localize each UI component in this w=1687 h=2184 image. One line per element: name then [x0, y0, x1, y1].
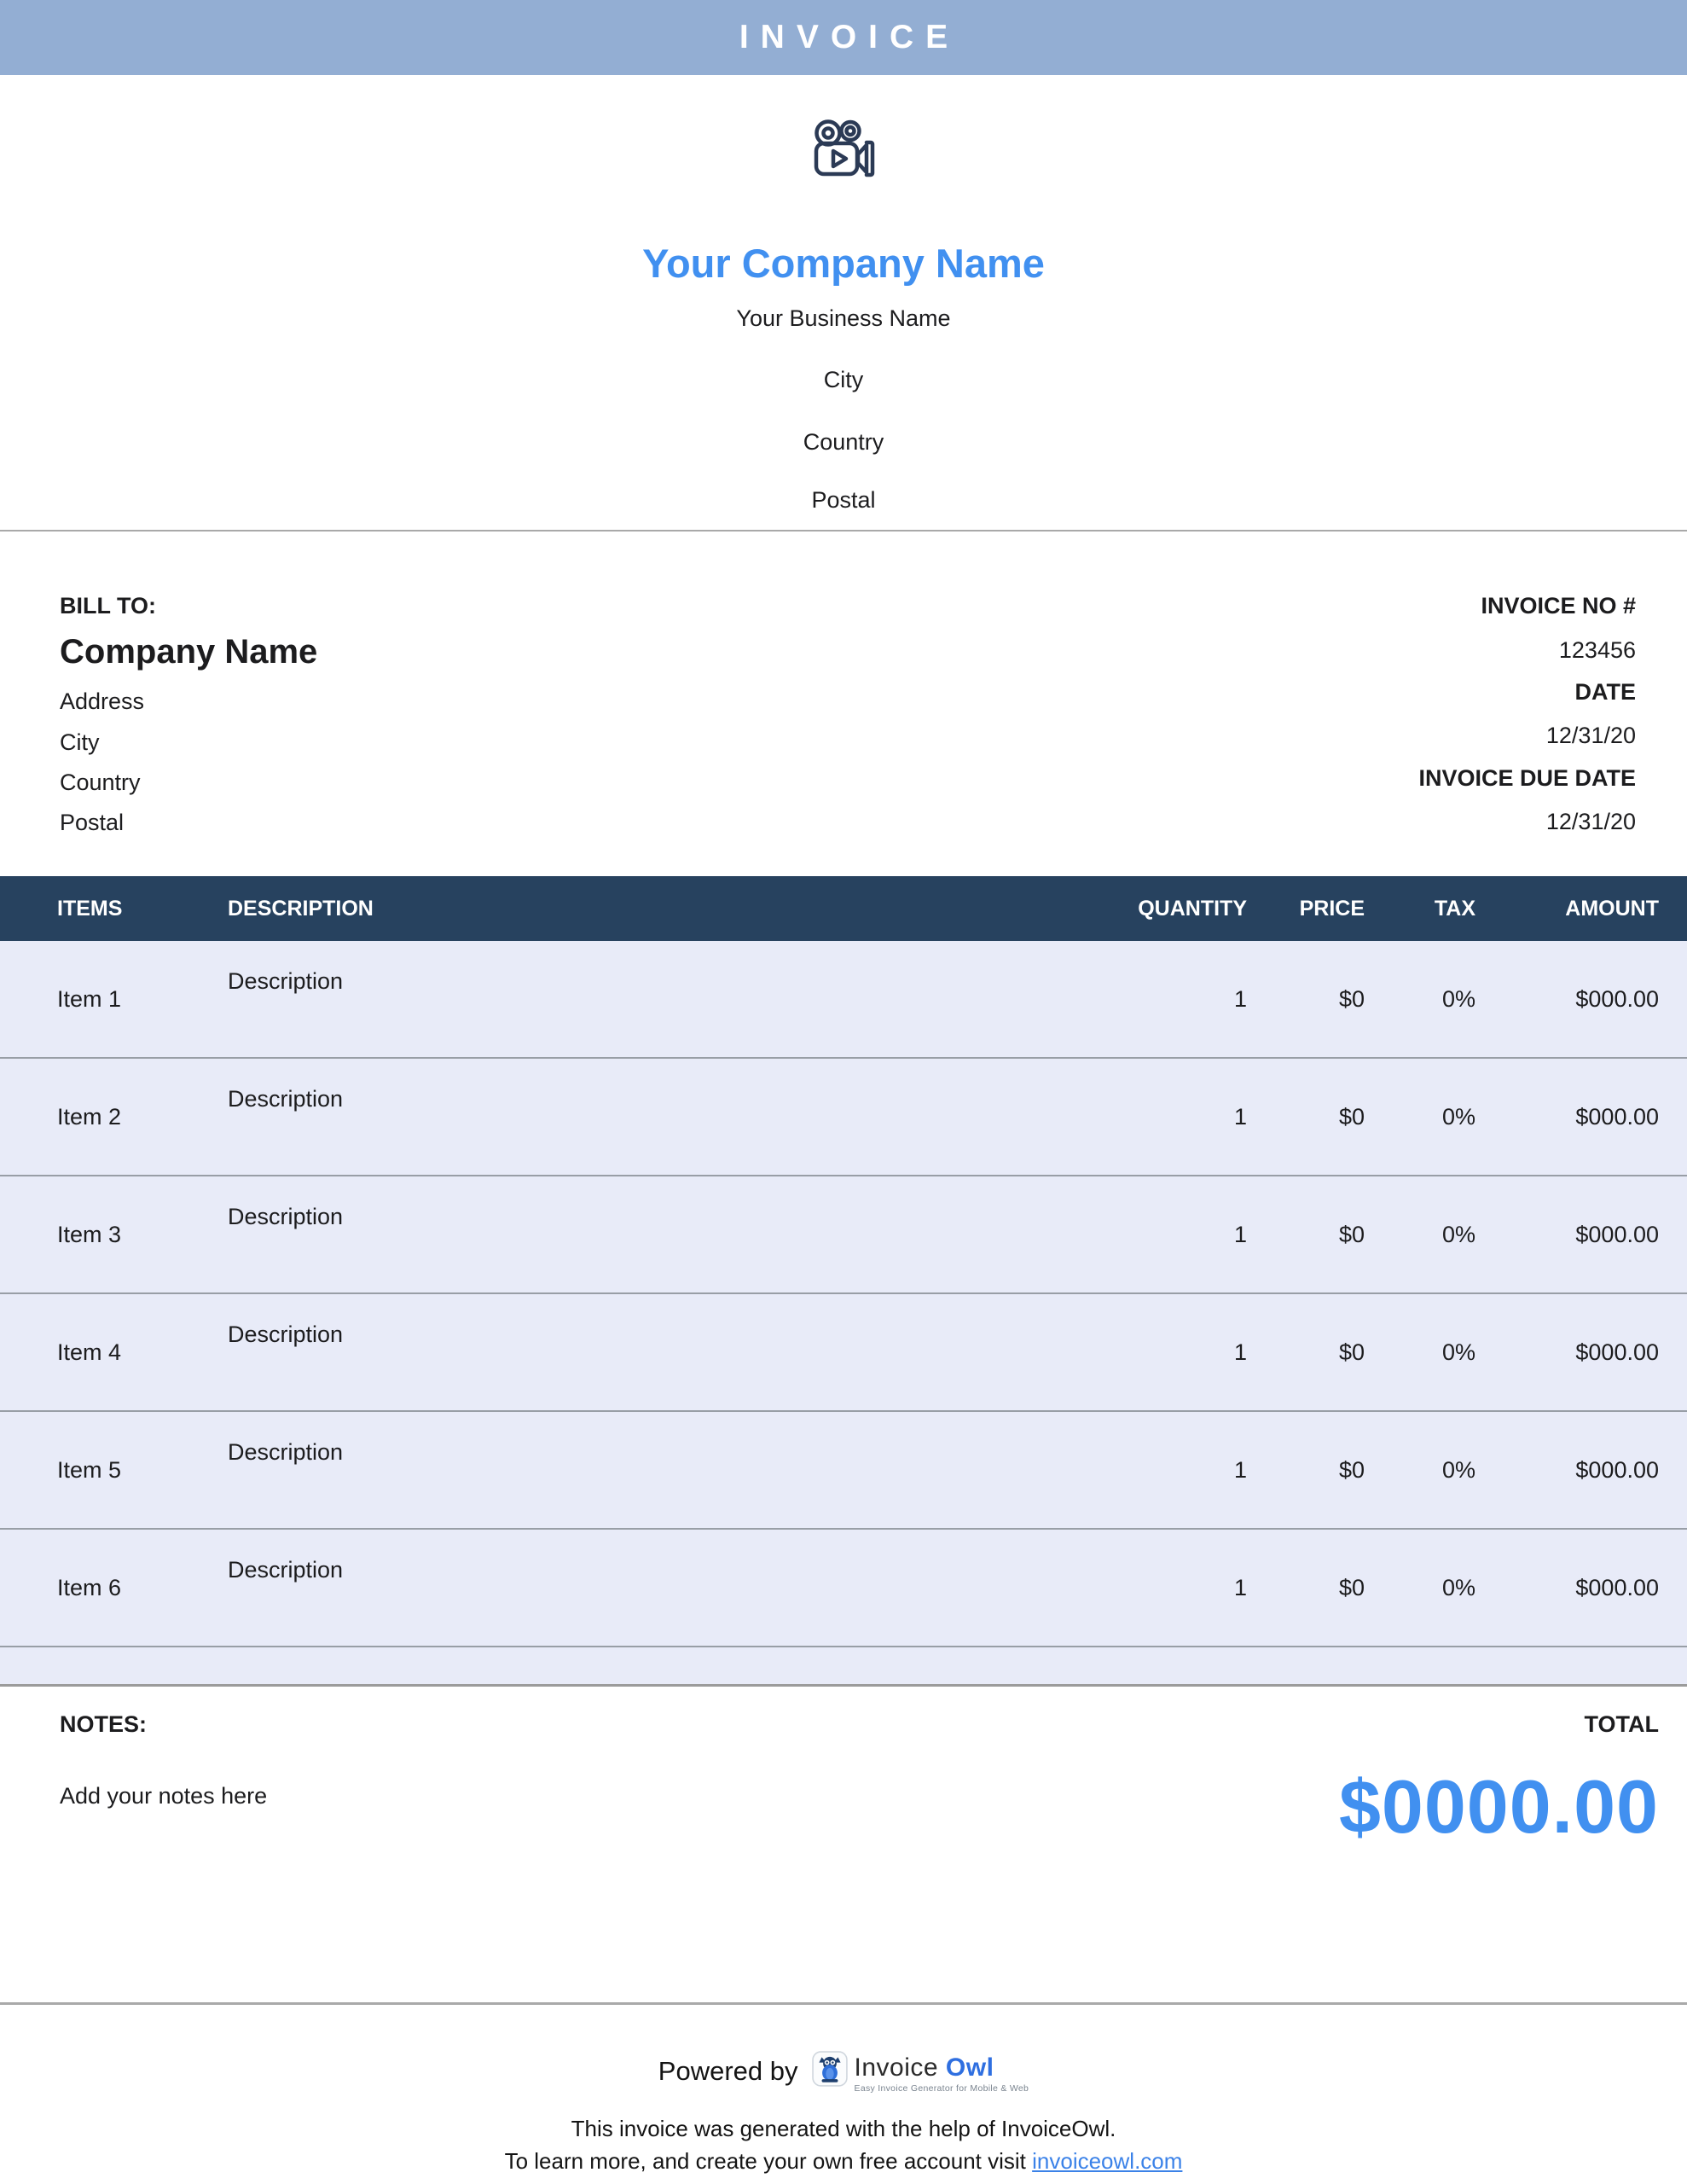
row-description: Description: [228, 1085, 344, 1112]
row-item: Item 2: [57, 1103, 122, 1130]
table-row: [0, 1294, 1687, 1412]
row-description: Description: [228, 1203, 344, 1229]
row-tax: 0%: [1441, 1456, 1475, 1483]
row-amount: $000.00: [1575, 1221, 1659, 1247]
header-items: ITEMS: [57, 896, 123, 921]
header-amount: AMOUNT: [1565, 896, 1659, 921]
row-tax: 0%: [1441, 985, 1475, 1012]
invoice-no-value: 123456: [1558, 637, 1636, 663]
row-description: Description: [228, 1438, 344, 1465]
footer-generated-text: This invoice was generated with the help of InvoiceOwl.: [571, 2116, 1116, 2141]
row-quantity: 1: [1233, 1456, 1247, 1483]
row-tax: 0%: [1441, 1221, 1475, 1247]
row-quantity: 1: [1233, 1574, 1247, 1600]
notes-block: [60, 1711, 267, 1850]
row-tax: 0%: [1441, 1574, 1475, 1600]
table-row: [0, 1412, 1687, 1530]
invoice-meta-block: [1418, 592, 1636, 836]
summary-section: [0, 1711, 1687, 1850]
powered-by-row: [0, 2046, 1687, 2097]
company-header: [0, 75, 1687, 514]
billing-section: [0, 592, 1687, 836]
footer-divider: [0, 2002, 1687, 2005]
row-quantity: 1: [1233, 1221, 1247, 1247]
header-divider: [0, 530, 1687, 531]
invoiceowl-link[interactable]: invoiceowl.com: [1032, 2148, 1183, 2174]
row-item: Item 3: [57, 1221, 122, 1247]
company-business-name: Your Business Name: [736, 305, 951, 331]
header-quantity: QUANTITY: [1138, 896, 1247, 921]
brand-owl-text: Owl: [945, 2053, 994, 2082]
row-description: Description: [228, 1556, 344, 1583]
company-name: Your Company Name: [642, 241, 1045, 286]
items-table: [0, 876, 1687, 1687]
row-tax: 0%: [1441, 1339, 1475, 1365]
items-table-header: [0, 876, 1687, 941]
bill-to-block: [60, 592, 317, 836]
bill-to-country: Country: [60, 770, 141, 795]
company-city: City: [823, 367, 864, 392]
header-description: DESCRIPTION: [228, 896, 374, 921]
row-price: $0: [1338, 1103, 1365, 1130]
footer-learn-more-text: [0, 2148, 1687, 2175]
row-amount: $000.00: [1575, 985, 1659, 1012]
row-price: $0: [1338, 1574, 1365, 1600]
table-row: [0, 941, 1687, 1059]
notes-text: Add your notes here: [60, 1783, 268, 1809]
total-block: [1339, 1711, 1659, 1850]
row-price: $0: [1338, 1221, 1365, 1247]
bill-to-address: Address: [60, 688, 145, 714]
row-price: $0: [1338, 1456, 1365, 1483]
table-bottom-padding: [0, 1647, 1687, 1687]
row-description: Description: [228, 1321, 344, 1347]
row-amount: $000.00: [1575, 1456, 1659, 1483]
notes-label: NOTES:: [60, 1711, 148, 1737]
brand-invoice-text: Invoice: [854, 2053, 939, 2082]
row-item: Item 6: [57, 1574, 122, 1600]
row-amount: $000.00: [1575, 1574, 1659, 1600]
owl-logo-icon: [812, 2050, 848, 2092]
bill-to-city: City: [60, 729, 100, 755]
footer-learn-more-prefix: To learn more, and create your own free account visit: [504, 2148, 1026, 2174]
row-item: Item 5: [57, 1456, 122, 1483]
company-postal: Postal: [811, 487, 876, 513]
brand-tagline: Easy Invoice Generator for Mobile & Web: [854, 2082, 1029, 2094]
video-camera-icon: [810, 119, 877, 181]
bill-to-postal: Postal: [60, 810, 125, 835]
bill-to-company-name: Company Name: [60, 633, 318, 671]
invoice-date-value: 12/31/20: [1545, 723, 1636, 748]
row-quantity: 1: [1233, 1103, 1247, 1130]
row-amount: $000.00: [1575, 1339, 1659, 1365]
bill-to-label: BILL TO:: [60, 593, 156, 619]
row-amount: $000.00: [1575, 1103, 1659, 1130]
table-row: [0, 1176, 1687, 1294]
row-quantity: 1: [1233, 985, 1247, 1012]
invoice-date-label: DATE: [1574, 679, 1636, 705]
invoiceowl-logo: [812, 2050, 1029, 2094]
invoiceowl-wordmark: [855, 2050, 1029, 2094]
row-item: Item 4: [57, 1339, 122, 1365]
row-item: Item 1: [57, 985, 122, 1012]
invoice-due-date-label: INVOICE DUE DATE: [1418, 765, 1636, 791]
powered-by-label: Powered by: [658, 2056, 798, 2086]
invoice-banner-title: INVOICE: [739, 19, 960, 55]
footer: [0, 2046, 1687, 2175]
invoice-banner: [0, 0, 1687, 75]
row-price: $0: [1338, 1339, 1365, 1365]
row-quantity: 1: [1233, 1339, 1247, 1365]
row-description: Description: [228, 967, 344, 994]
table-row: [0, 1530, 1687, 1647]
invoice-no-label: INVOICE NO #: [1481, 593, 1636, 619]
row-price: $0: [1338, 985, 1365, 1012]
row-tax: 0%: [1441, 1103, 1475, 1130]
header-price: PRICE: [1299, 896, 1365, 921]
total-label: TOTAL: [1584, 1711, 1659, 1737]
header-tax: TAX: [1434, 896, 1475, 921]
company-country: Country: [803, 429, 884, 455]
invoice-due-date-value: 12/31/20: [1545, 809, 1636, 834]
total-value: $0000.00: [1338, 1764, 1659, 1849]
table-row: [0, 1059, 1687, 1176]
